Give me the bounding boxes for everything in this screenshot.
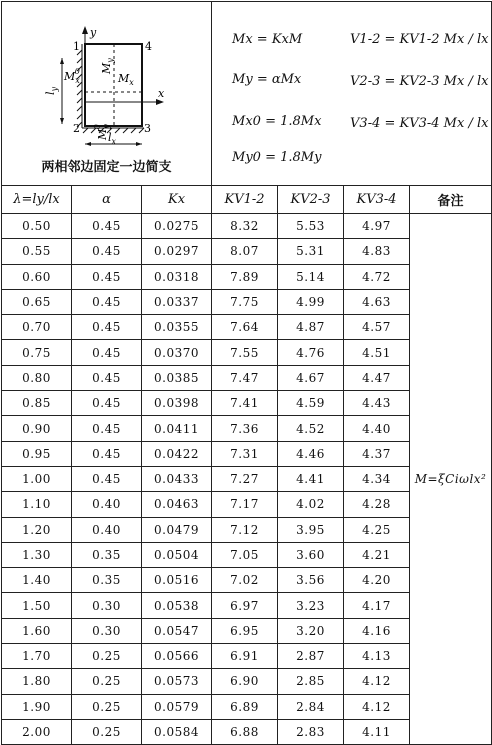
table-cell: 4.12 [344,669,410,694]
table-cell: 5.31 [278,239,344,264]
slab-diagram-cell [2,2,212,186]
table-cell: 0.0422 [142,441,212,466]
col-header-kx: Kx [142,186,212,214]
fixed-edge-hatching [77,44,144,133]
table-cell: 5.53 [278,214,344,239]
table-cell: 6.89 [212,694,278,719]
table-cell: 6.88 [212,719,278,744]
formulas-cell [212,2,492,186]
table-cell: 4.52 [278,416,344,441]
table-cell: 7.75 [212,289,278,314]
table-cell: 3.56 [278,568,344,593]
table-cell: 4.28 [344,492,410,517]
table-cell: 4.57 [344,315,410,340]
table-cell: 6.95 [212,618,278,643]
table-cell: 0.30 [72,618,142,643]
formulas-panel [212,2,491,185]
table-cell: 1.80 [2,669,72,694]
table-cell: 4.13 [344,644,410,669]
table-cell: 0.45 [72,340,142,365]
table-cell: 4.99 [278,289,344,314]
table-cell: 0.45 [72,315,142,340]
mx-zero-label: $M_x0$ [64,67,80,85]
lx-label: $l_x$ [108,131,117,146]
table-cell: 4.12 [344,694,410,719]
table-cell: 4.02 [278,492,344,517]
table-cell: 4.51 [344,340,410,365]
table-cell: 1.30 [2,542,72,567]
table-cell: 0.0504 [142,542,212,567]
table-cell: 7.36 [212,416,278,441]
table-cell: 0.0566 [142,644,212,669]
table-cell: 7.17 [212,492,278,517]
formula-v34: V3-4 = KV3-4 Mx / lx [350,116,489,131]
table-row [2,214,492,239]
coefficient-table [1,1,492,745]
table-cell: 3.60 [278,542,344,567]
y-axis-arrow-icon [82,26,88,34]
table-cell: 6.97 [212,593,278,618]
table-cell: 0.45 [72,264,142,289]
table-cell: 7.47 [212,365,278,390]
table-cell: 0.60 [2,264,72,289]
table-cell: 4.46 [278,441,344,466]
table-cell: 0.0385 [142,365,212,390]
table-cell: 0.95 [2,441,72,466]
table-cell: 0.65 [2,289,72,314]
table-cell: 1.60 [2,618,72,643]
table-cell: 2.83 [278,719,344,744]
table-cell: 7.27 [212,466,278,491]
table-cell: 0.25 [72,644,142,669]
remarks-note: M=ξCiωlx² [410,214,492,745]
table-cell: 0.0516 [142,568,212,593]
table-cell: 4.67 [278,365,344,390]
table-cell: 0.0337 [142,289,212,314]
table-cell: 2.85 [278,669,344,694]
table-cell: 6.91 [212,644,278,669]
formula-v12: V1-2 = KV1-2 Mx / lx [350,32,489,47]
col-header-remarks: 备注 [410,186,492,214]
col-header-alpha: α [72,186,142,214]
axis-y-label: y [90,26,97,39]
table-cell: 1.00 [2,466,72,491]
table-cell: 4.47 [344,365,410,390]
table-cell: 4.63 [344,289,410,314]
table-cell: 0.35 [72,568,142,593]
my-zero-label: $M_y0$ [93,124,111,140]
table-cell: 0.0411 [142,416,212,441]
diagram-caption: 两相邻边固定一边简支 [41,160,172,175]
table-cell: 1.40 [2,568,72,593]
table-cell: 6.90 [212,669,278,694]
axis-x-label: x [158,87,165,100]
table-cell: 4.21 [344,542,410,567]
table-cell: 1.70 [2,644,72,669]
table-cell: 1.20 [2,517,72,542]
table-cell: 4.43 [344,391,410,416]
table-cell: 0.40 [72,492,142,517]
mx-label: $M_x$ [118,72,134,87]
table-cell: 4.25 [344,517,410,542]
table-cell: 4.16 [344,618,410,643]
table-cell: 0.45 [72,441,142,466]
table-cell: 0.45 [72,289,142,314]
table-cell: 0.25 [72,669,142,694]
table-cell: 0.25 [72,694,142,719]
table-cell: 0.75 [2,340,72,365]
table-cell: 0.80 [2,365,72,390]
col-header-kv12: KV1-2 [212,186,278,214]
table-cell: 0.0297 [142,239,212,264]
ly-arrow-bottom-icon [60,118,64,124]
table-cell: 0.40 [72,517,142,542]
table-cell: 4.20 [344,568,410,593]
table-cell: 7.64 [212,315,278,340]
table-cell: 4.40 [344,416,410,441]
table-cell: 4.72 [344,264,410,289]
table-cell: 0.0275 [142,214,212,239]
table-cell: 0.30 [72,593,142,618]
table-cell: 0.45 [72,391,142,416]
table-cell: 0.0538 [142,593,212,618]
table-cell: 0.85 [2,391,72,416]
table-cell: 0.0398 [142,391,212,416]
table-cell: 1.50 [2,593,72,618]
table-cell: 0.45 [72,365,142,390]
table-cell: 2.84 [278,694,344,719]
table-cell: 1.90 [2,694,72,719]
table-cell: 4.87 [278,315,344,340]
table-cell: 0.0479 [142,517,212,542]
table-cell: 4.11 [344,719,410,744]
table-cell: 0.0463 [142,492,212,517]
table-cell: 4.37 [344,441,410,466]
col-header-kv23: KV2-3 [278,186,344,214]
table-cell: 8.07 [212,239,278,264]
corner-2-label: 2 [73,122,80,135]
table-cell: 2.00 [2,719,72,744]
formula-my: My = αMx [232,72,302,87]
table-cell: 7.02 [212,568,278,593]
table-cell: 0.45 [72,239,142,264]
table-cell: 0.45 [72,466,142,491]
table-cell: 3.20 [278,618,344,643]
table-cell: 0.0547 [142,618,212,643]
table-cell: 0.0370 [142,340,212,365]
formula-v23: V2-3 = KV2-3 Mx / lx [350,74,489,89]
table-cell: 0.25 [72,719,142,744]
corner-1-label: 1 [73,40,80,53]
table-cell: 3.23 [278,593,344,618]
lx-arrow-left-icon [85,142,91,146]
table-cell: 7.12 [212,517,278,542]
table-cell: 0.35 [72,542,142,567]
table-cell: 1.10 [2,492,72,517]
table-cell: 0.45 [72,214,142,239]
col-header-kv34: KV3-4 [344,186,410,214]
table-cell: 0.0584 [142,719,212,744]
table-cell: 4.34 [344,466,410,491]
table-header-row [2,186,492,214]
table-cell: 7.41 [212,391,278,416]
table-cell: 4.83 [344,239,410,264]
table-cell: 4.17 [344,593,410,618]
table-cell: 5.14 [278,264,344,289]
table-cell: 0.70 [2,315,72,340]
ly-arrow-top-icon [60,58,64,64]
table-cell: 0.0355 [142,315,212,340]
formula-mx: Mx = KxM [232,32,303,47]
table-cell: 0.0573 [142,669,212,694]
table-cell: 4.97 [344,214,410,239]
table-cell: 8.32 [212,214,278,239]
table-cell: 4.59 [278,391,344,416]
table-cell: 7.31 [212,441,278,466]
table-cell: 0.50 [2,214,72,239]
corner-4-label: 4 [145,40,152,53]
table-cell: 7.89 [212,264,278,289]
table-cell: 4.76 [278,340,344,365]
table-cell: 0.0318 [142,264,212,289]
formula-mx0: Mx0 = 1.8Mx [232,114,322,129]
formula-my0: My0 = 1.8My [232,150,322,165]
table-cell: 3.95 [278,517,344,542]
col-header-lambda: λ=ly/lx [2,186,72,214]
corner-3-label: 3 [144,122,151,135]
table-cell: 0.0579 [142,694,212,719]
table-cell: 0.90 [2,416,72,441]
my-label: $M_y$ [100,58,115,74]
table-cell: 0.0433 [142,466,212,491]
table-cell: 0.45 [72,416,142,441]
table-cell: 7.05 [212,542,278,567]
table-cell: 4.41 [278,466,344,491]
ly-label: $l_y$ [44,86,59,95]
table-cell: 0.55 [2,239,72,264]
table-cell: 7.55 [212,340,278,365]
table-cell: 2.87 [278,644,344,669]
lx-arrow-right-icon [136,142,142,146]
